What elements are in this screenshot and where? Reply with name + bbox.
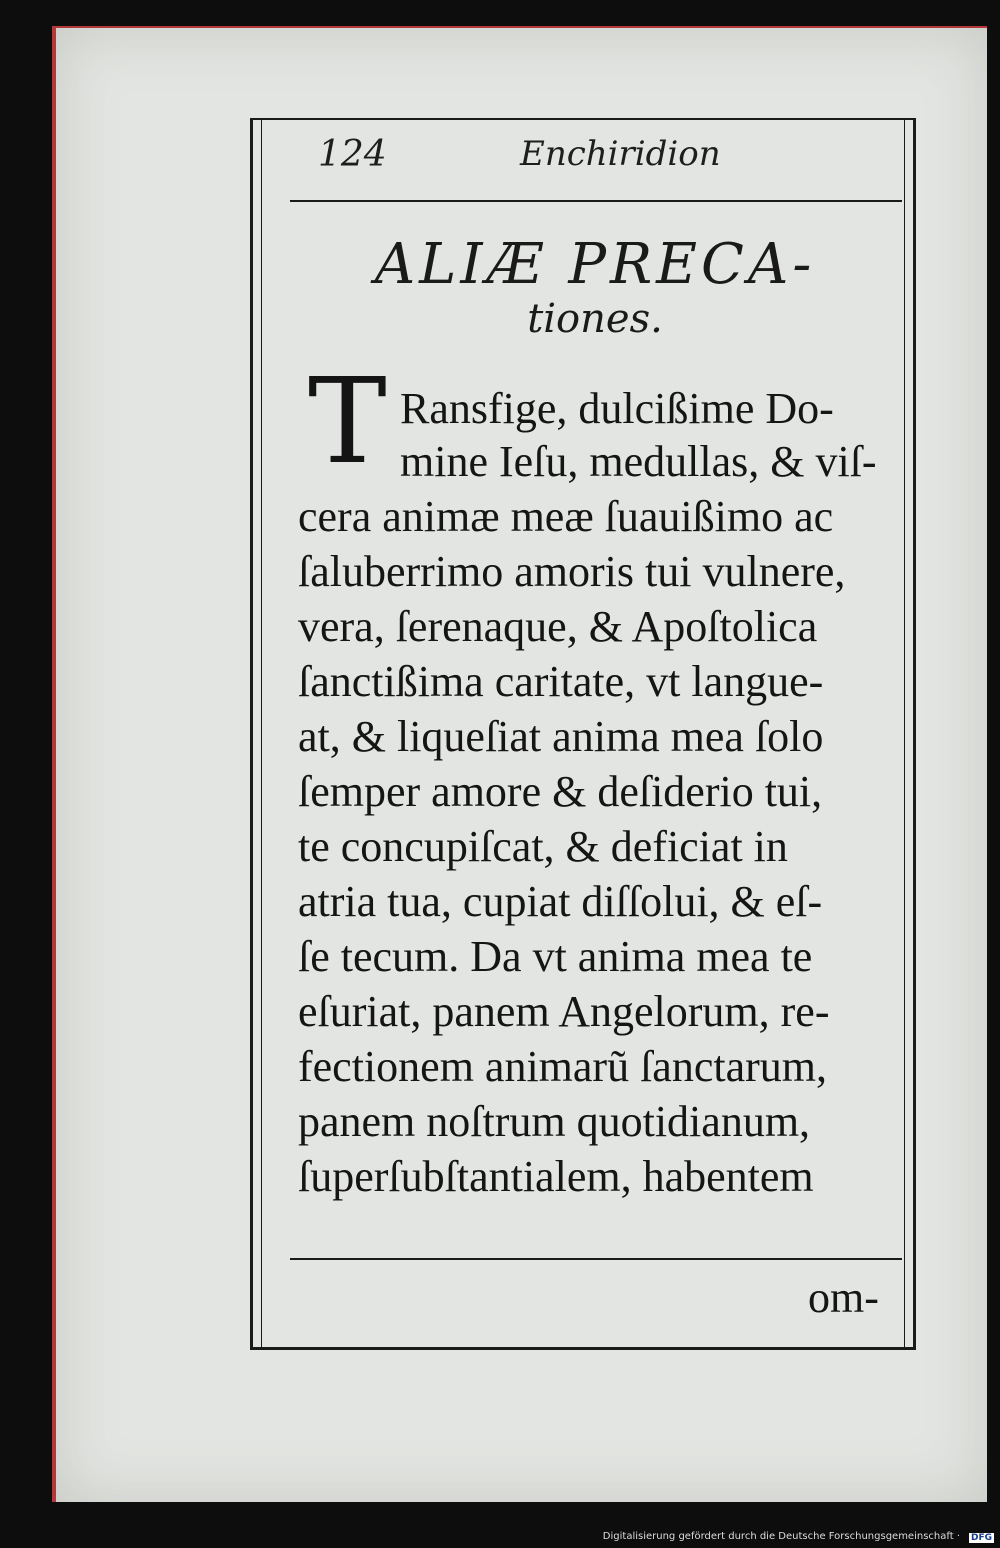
section-title-continuation: tiones.: [527, 296, 663, 342]
text-line: vera, ſerenaque, & Apoſtolica: [298, 602, 818, 651]
footer-rule: [290, 1258, 902, 1260]
digitization-credit: Digitalisierung gefördert durch die Deutsche Forschungsgemeinschaft ·: [602, 1531, 960, 1542]
text-line: ſe tecum. Da vt anima mea te: [298, 932, 813, 981]
dfg-logo-icon: DFG: [970, 1533, 992, 1543]
text-line: ſaluberrimo amoris tui vulnere,: [298, 547, 846, 596]
text-line: atria tua, cupiat diſſolui, & eſ-: [298, 877, 823, 926]
section-title: ALIÆ PRECA-: [374, 232, 816, 297]
text-line: ſemper amore & deſiderio tui,: [298, 767, 823, 816]
text-line: ſanctißima caritate, vt langue-: [298, 657, 824, 706]
header-rule: [290, 200, 902, 202]
text-line: fectionem animarũ ſanctarum,: [298, 1042, 827, 1091]
text-line: te concupiſcat, & deficiat in: [298, 822, 788, 871]
page-number: 124: [318, 134, 387, 175]
catchword: om-: [808, 1273, 879, 1322]
text-line: panem noſtrum quotidianum,: [298, 1097, 811, 1146]
text-line: eſuriat, panem Angelorum, re-: [298, 987, 830, 1036]
text-line: ſuperſubſtantialem, habentem: [298, 1152, 814, 1201]
text-line: at, & liqueſiat anima mea ſolo: [298, 712, 824, 761]
text-line: cera animæ meæ ſuauißimo ac: [298, 492, 834, 541]
drop-cap: T: [308, 352, 387, 490]
running-head: Enchiridion: [520, 134, 721, 174]
text-line: Ransfige, dulcißime Do-: [400, 384, 834, 433]
text-line: mine Ieſu, medullas, & viſ-: [400, 437, 877, 486]
